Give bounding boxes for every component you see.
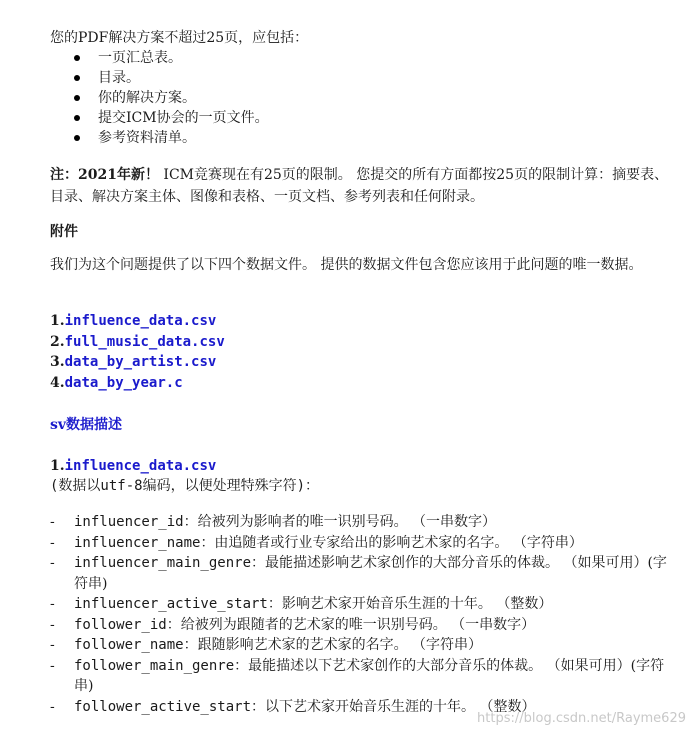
bullet-icon	[74, 135, 80, 141]
field-name: follower_main_genre	[74, 657, 235, 674]
description-heading: sv数据描述	[50, 417, 123, 433]
file-name: influence_data.csv	[64, 458, 217, 474]
requirements-list	[74, 48, 269, 148]
field-desc: ：跟随影响艺术家的艺术家的名字。 （字符串）	[183, 637, 483, 653]
list-item: - influencer_main_genre：最能描述影响艺术家创作的大部分音乐的体裁。 （如果可用）(字符串)	[50, 555, 667, 592]
description-file: 1.influence_data.csv	[50, 458, 217, 474]
list-item: - follower_active_start：以下艺术家开始音乐生涯的十年。 （整数）	[50, 698, 536, 715]
field-name: influencer_name	[74, 534, 201, 551]
field-name: influencer_main_genre	[74, 555, 252, 571]
list-item: 你的解决方案。	[74, 88, 269, 108]
field-desc: ：最能描述影响艺术家创作的大部分音乐的体裁。 （如果可用）(字符串)	[74, 555, 667, 592]
field-desc: ：给被列为跟随者的艺术家的唯一识别号码。 （一串数字）	[166, 616, 536, 633]
list-item: - follower_name：跟随影响艺术家的艺术家的名字。 （字符串）	[50, 637, 483, 653]
bullet-icon	[74, 115, 80, 121]
field-name: follower_name	[74, 637, 184, 653]
intro-text: 您的PDF解决方案不超过25页，应包括：	[50, 30, 309, 46]
note-label: 注：2021年新！	[50, 167, 159, 183]
note-paragraph	[50, 164, 670, 208]
list-item: - influencer_name：由追随者或行业专家给出的影响艺术家的名字。 （字符串）	[50, 534, 583, 551]
field-list	[50, 512, 670, 717]
list-item: - influencer_active_start：影响艺术家开始音乐生涯的十年。 （整数）	[50, 596, 553, 612]
bullet-icon	[74, 55, 80, 61]
field-name: influencer_id	[74, 514, 184, 530]
field-name: influencer_active_start	[74, 596, 268, 612]
list-item: 目录。	[74, 68, 269, 88]
field-name: follower_active_start	[74, 698, 252, 715]
appendix-heading: 附件	[50, 224, 78, 240]
appendix-text: 我们为这个问题提供了以下四个数据文件。 提供的数据文件包含您应该用于此问题的唯一数据。	[50, 257, 643, 273]
field-desc: ：由追随者或行业专家给出的影响艺术家的名字。 （字符串）	[200, 534, 583, 551]
file-item-4: 4.data_by_year.c	[50, 375, 183, 391]
field-desc: ：影响艺术家开始音乐生涯的十年。 （整数）	[267, 596, 553, 612]
file-item-3: 3.data_by_artist.csv	[50, 354, 217, 370]
note-text: ICM竞赛现在有25页的限制。 您提交的所有方面都按25页的限制计算：摘要表、目录、解决方案主体、图像和表格、一页文档、参考列表和任何附录。	[50, 167, 669, 205]
list-item: 提交ICM协会的一页文件。	[74, 108, 269, 128]
bullet-icon	[74, 95, 80, 101]
field-desc: ：最能描述以下艺术家创作的大部分音乐的体裁。 （如果可用）(字符串)	[74, 657, 665, 694]
file-name: influence_data.csv	[64, 313, 217, 329]
file-item-1: 1.influence_data.csv	[50, 313, 217, 329]
list-item: - follower_main_genre：最能描述以下艺术家创作的大部分音乐的体裁。 （如果可用）(字符串)	[50, 657, 665, 694]
file-name: data_by_year.c	[64, 375, 183, 391]
file-name: full_music_data.csv	[64, 334, 225, 350]
list-item: 一页汇总表。	[74, 48, 269, 68]
list-item: - influencer_id：给被列为影响者的唯一识别号码。 （一串数字）	[50, 514, 497, 530]
list-item: 参考资料清单。	[74, 128, 269, 148]
field-name: follower_id	[74, 616, 167, 633]
field-desc: ：以下艺术家开始音乐生涯的十年。 （整数）	[251, 698, 536, 715]
list-item: - follower_id：给被列为跟随者的艺术家的唯一识别号码。 （一串数字）	[50, 616, 536, 633]
description-note: (数据以utf-8编码，以便处理特殊字符)：	[50, 478, 320, 494]
file-name: data_by_artist.csv	[64, 354, 217, 370]
bullet-icon	[74, 75, 80, 81]
file-item-2: 2.full_music_data.csv	[50, 334, 225, 350]
watermark: https://blog.csdn.net/Rayme629	[477, 711, 686, 726]
field-desc: ：给被列为影响者的唯一识别号码。 （一串数字）	[183, 514, 497, 530]
